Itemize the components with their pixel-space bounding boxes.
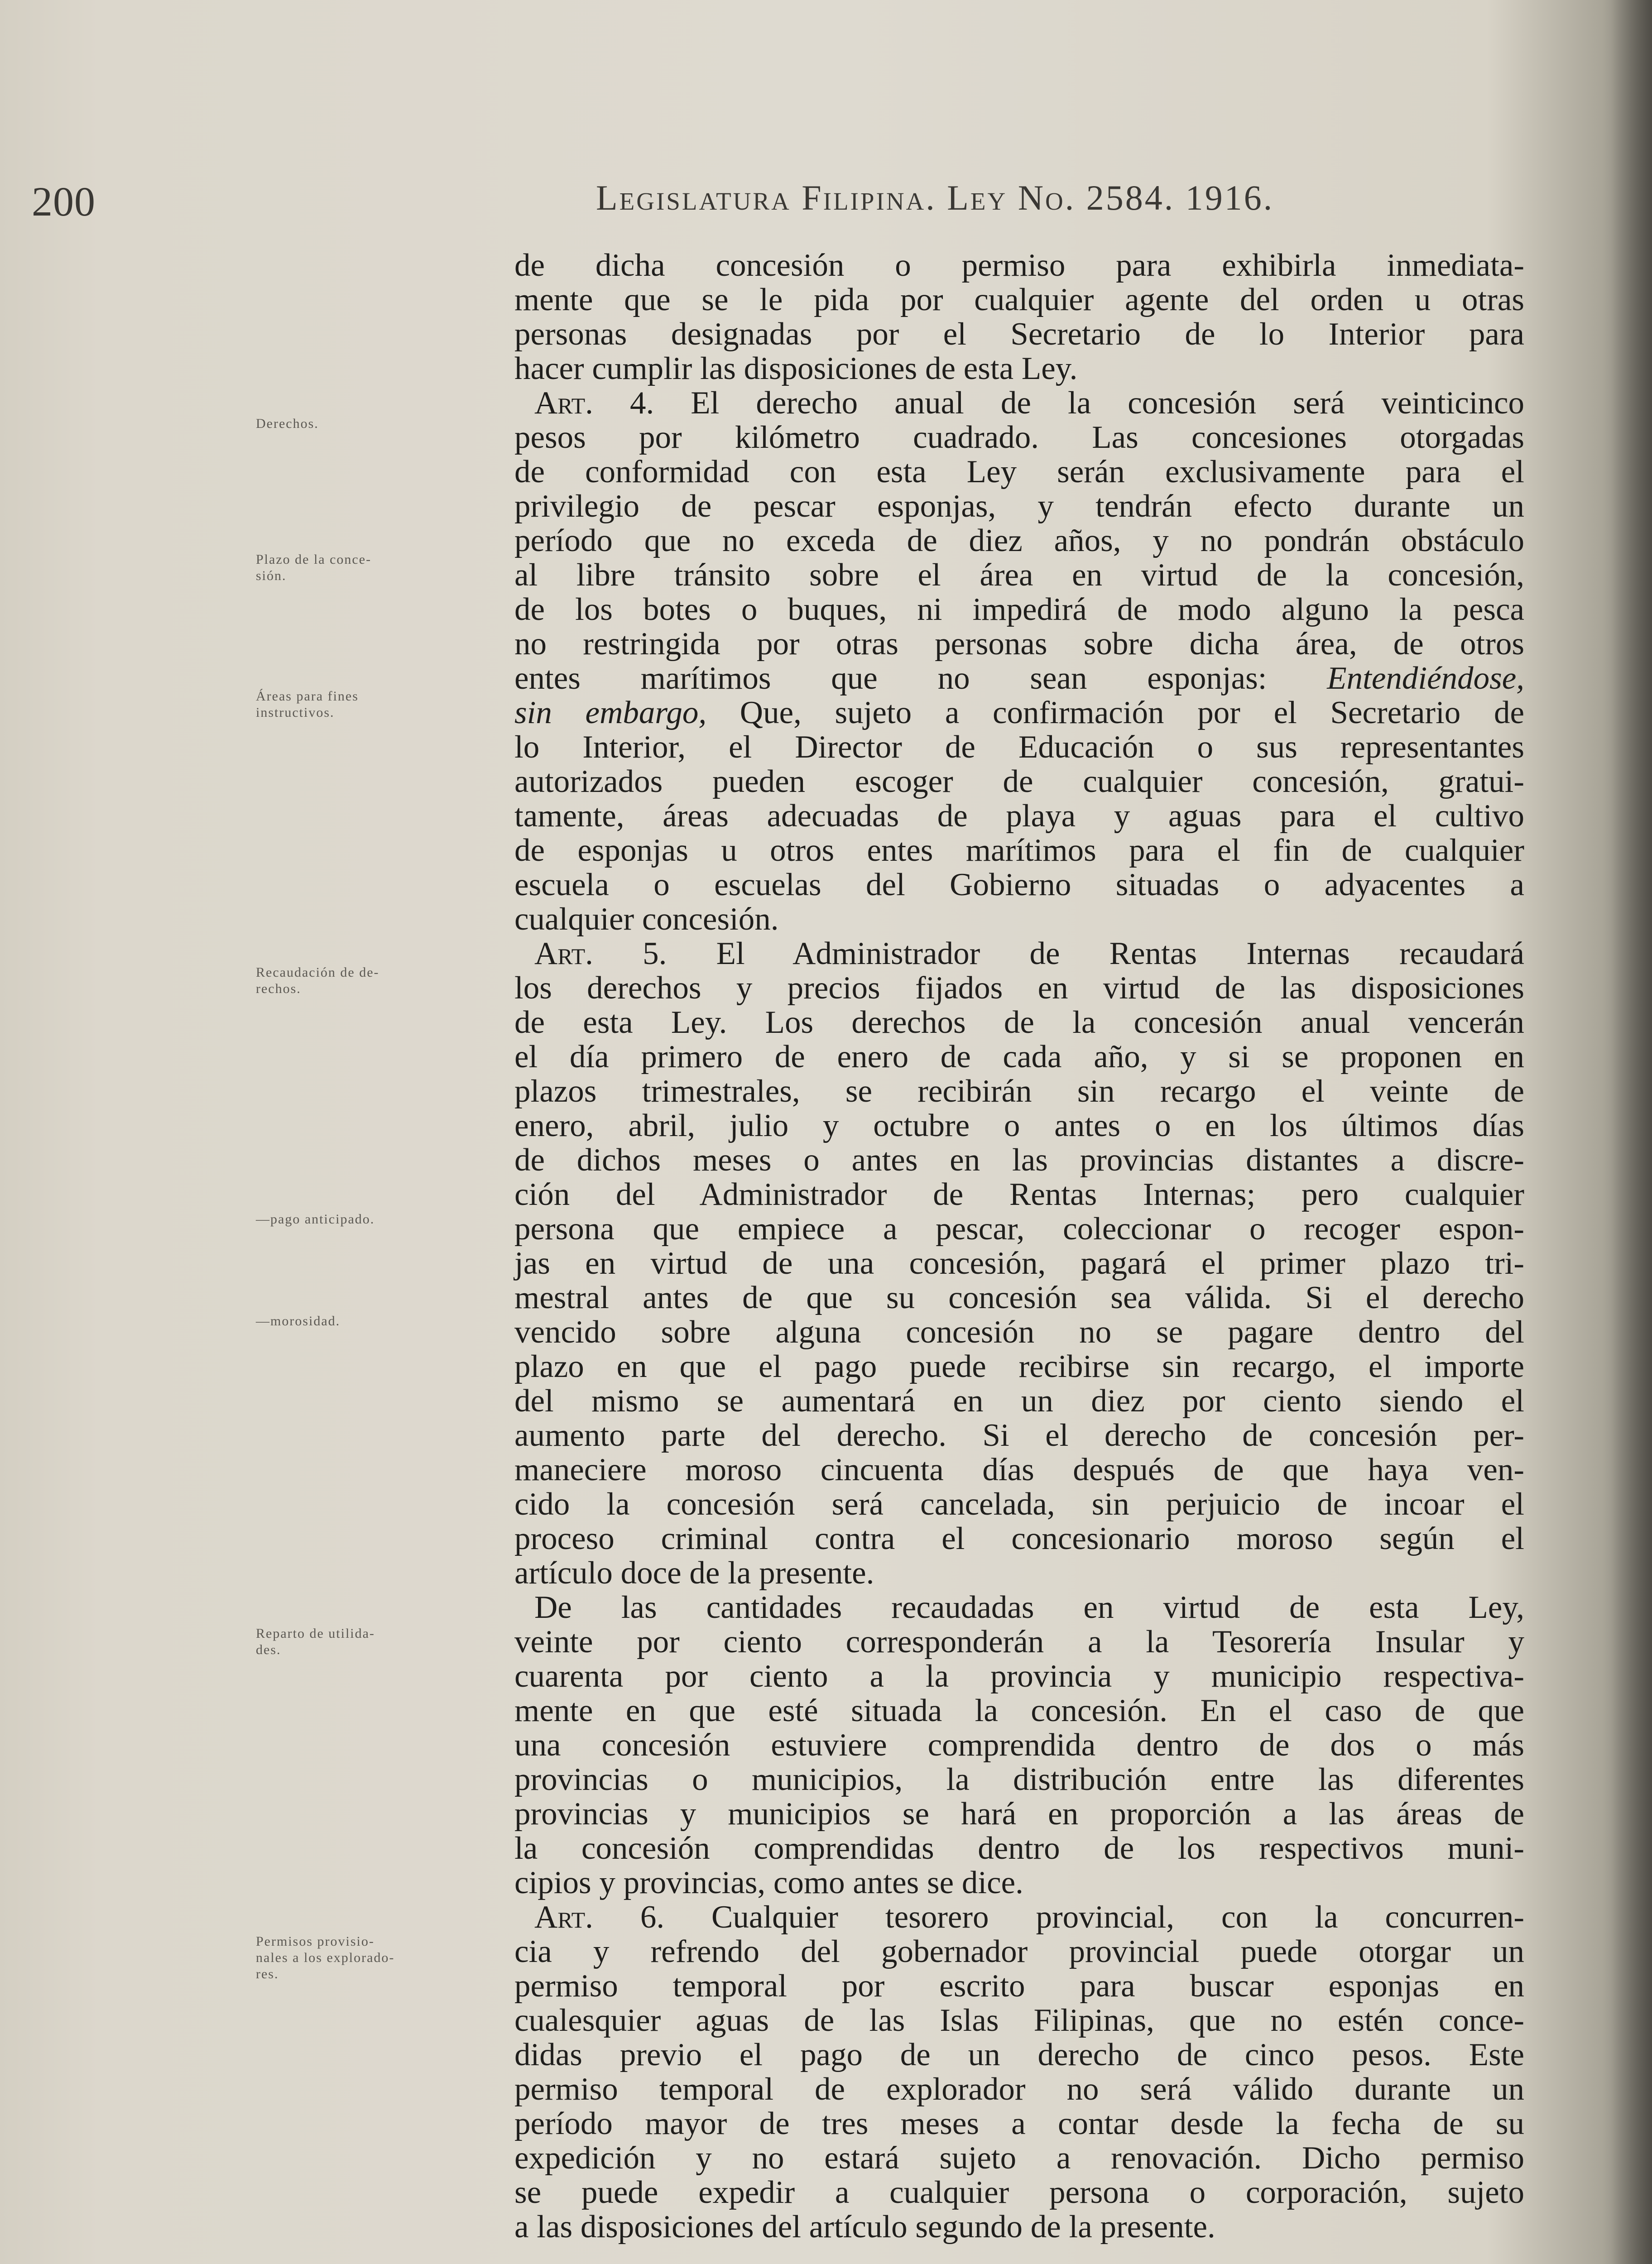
body-line: persona que empiece a pescar, coleccionar o recoger espon- — [514, 1211, 1524, 1247]
body-line: aumento parte del derecho. Si el derecho de concesión per- — [514, 1418, 1524, 1453]
body-line: cia y refrendo del gobernador provincial puede otorgar un — [514, 1934, 1524, 1969]
body-line: cipios y provincias, como antes se dice. — [514, 1865, 1023, 1900]
body-text — [514, 248, 1524, 2244]
body-line: provincias o municipios, la distribución entre las diferentes — [514, 1762, 1524, 1797]
article-5-heading-line: Art. 5. El Administrador de Rentas Internas recaudará — [534, 936, 1524, 971]
body-line: la concesión comprendidas dentro de los respectivos muni- — [514, 1831, 1524, 1866]
body-line: de dichos meses o antes en las provincias distantes a discre- — [514, 1142, 1524, 1178]
body-line: plazos trimestrales, se recibirán sin recargo el veinte de — [514, 1074, 1524, 1109]
body-line: de esta Ley. Los derechos de la concesión anual vencerán — [514, 1005, 1524, 1040]
body-line: período mayor de tres meses a contar desde la fecha de su — [514, 2106, 1524, 2141]
body-line: veinte por ciento corresponderán a la Tesorería Insular y — [514, 1624, 1524, 1660]
margin-note-morosidad: —morosidad. — [256, 1314, 341, 1329]
body-line: provincias y municipios se hará en proporción a las áreas de — [514, 1796, 1524, 1832]
body-line: expedición y no estará sujeto a renovación. Dicho permiso — [514, 2140, 1524, 2176]
body-line: pesos por kilómetro cuadrado. Las concesiones otorgadas — [514, 420, 1524, 455]
body-line: de esponjas u otros entes marítimos para el fin de cualquier — [514, 833, 1524, 868]
margin-note-areas: Áreas para fines instructivos. — [256, 689, 359, 720]
body-line: mestral antes de que su concesión sea válida. Si el derecho — [514, 1280, 1524, 1315]
body-line: autorizados pueden escoger de cualquier concesión, gratui- — [514, 764, 1524, 799]
body-line: proceso criminal contra el concesionario moroso según el — [514, 1521, 1524, 1556]
margin-note-derechos: Derechos. — [256, 416, 319, 431]
body-line: se puede expedir a cualquier persona o corporación, sujeto — [514, 2175, 1524, 2210]
running-head: Legislatura Filipina. Ley No. 2584. 1916. — [596, 178, 1274, 217]
body-line: al libre tránsito sobre el área en virtud de la concesión, — [514, 557, 1524, 593]
body-line: permiso temporal de explorador no será válido durante un — [514, 2072, 1524, 2107]
body-line: mente en que esté situada la concesión. En el caso de que — [514, 1693, 1524, 1728]
margin-note-pago: —pago anticipado. — [256, 1212, 375, 1227]
body-line: didas previo el pago de un derecho de cinco pesos. Este — [514, 2037, 1524, 2072]
body-line: lo Interior, el Director de Educación o sus representantes — [514, 729, 1524, 765]
body-line: a las disposiciones del artículo segundo de la presente. — [514, 2209, 1215, 2245]
body-line: de los botes o buques, ni impedirá de modo alguno la pesca — [514, 592, 1524, 627]
body-line: del mismo se aumentará en un diez por ciento siendo el — [514, 1383, 1524, 1419]
page-number: 200 — [32, 178, 96, 225]
body-line: cido la concesión será cancelada, sin perjuicio de incoar el — [514, 1487, 1524, 1522]
body-line: plazo en que el pago puede recibirse sin recargo, el importe — [514, 1349, 1524, 1384]
body-line: cualesquier aguas de las Islas Filipinas, que no estén conce- — [514, 2003, 1524, 2038]
page-edge-shadow — [1611, 0, 1652, 2264]
body-line: cualquier concesión. — [514, 902, 779, 937]
margin-note-plazo: Plazo de la conce- sión. — [256, 552, 372, 583]
body-line: una concesión estuviere comprendida dentro de dos o más — [514, 1727, 1524, 1763]
body-line: permiso temporal por escrito para buscar esponjas en — [514, 1968, 1524, 2004]
article-6-heading-line: Art. 6. Cualquier tesorero provincial, con la concurren- — [534, 1899, 1524, 1935]
body-line: entes marítimos que no sean esponjas: Entendiéndose, — [514, 661, 1524, 696]
paragraph-start-line: De las cantidades recaudadas en virtud de esta Ley, — [534, 1590, 1524, 1625]
body-line: enero, abril, julio y octubre o antes o en los últimos días — [514, 1108, 1524, 1143]
margin-note-reparto: Reparto de utilida- des. — [256, 1626, 375, 1657]
body-line: de conformidad con esta Ley serán exclusivamente para el — [514, 454, 1524, 489]
body-line: artículo doce de la presente. — [514, 1555, 874, 1591]
body-line: mente que se le pida por cualquier agente del orden u otras — [514, 282, 1524, 317]
body-line: los derechos y precios fijados en virtud de las disposiciones — [514, 970, 1524, 1006]
body-line: escuela o escuelas del Gobierno situadas o adyacentes a — [514, 867, 1524, 902]
body-line: cuarenta por ciento a la provincia y municipio respectiva- — [514, 1659, 1524, 1694]
body-line: hacer cumplir las disposiciones de esta Ley. — [514, 351, 1078, 386]
body-line: vencido sobre alguna concesión no se pagare dentro del — [514, 1314, 1524, 1350]
body-line: jas en virtud de una concesión, pagará el primer plazo tri- — [514, 1246, 1524, 1281]
body-line: el día primero de enero de cada año, y si se proponen en — [514, 1039, 1524, 1074]
body-line: tamente, áreas adecuadas de playa y aguas para el cultivo — [514, 798, 1524, 834]
body-line: privilegio de pescar esponjas, y tendrán efecto durante un — [514, 489, 1524, 524]
body-line: sin embargo, Que, sujeto a confirmación por el Secretario de — [514, 695, 1525, 730]
body-line: ción del Administrador de Rentas Internas; pero cualquier — [514, 1177, 1524, 1212]
body-line: no restringida por otras personas sobre dicha área, de otros — [514, 626, 1524, 662]
body-line: maneciere moroso cincuenta días después de que haya ven- — [514, 1452, 1524, 1487]
body-line: personas designadas por el Secretario de lo Interior para — [514, 317, 1524, 352]
margin-note-recaudacion: Recaudación de de- rechos. — [256, 965, 379, 996]
body-line: de dicha concesión o permiso para exhibirla inmediata- — [514, 248, 1524, 283]
margin-note-permisos: Permisos provisio- nales a los explorado- res. — [256, 1934, 395, 1981]
article-4-heading-line: Art. 4. El derecho anual de la concesión será veinticinco — [534, 385, 1524, 421]
body-line: período que no exceda de diez años, y no pondrán obstáculo — [514, 523, 1524, 558]
